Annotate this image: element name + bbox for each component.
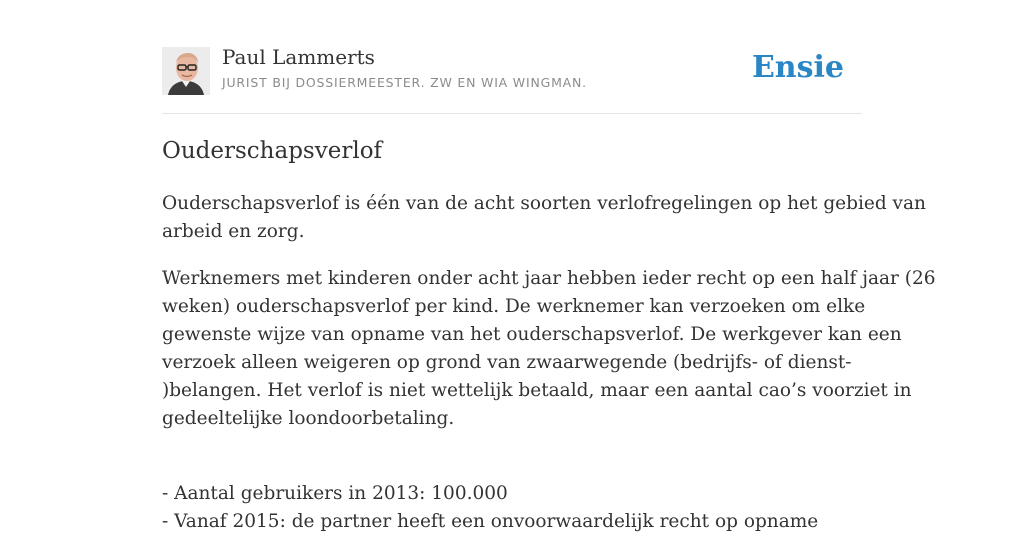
spacer: [162, 452, 862, 480]
text-line: Werknemers met kinderen onder acht jaar hebben ieder recht op een half jaar (26: [162, 268, 936, 289]
author-bio: JURIST BIJ DOSSIERMEESTER. ZW EN WIA WINGMAN.: [222, 75, 587, 90]
text-line: gedeeltelijke loondoorbetaling.: [162, 408, 455, 429]
text-line: )belangen. Het verlof is niet wettelijk betaald, maar een aantal cao’s voorziet in: [162, 380, 912, 401]
article-body: [162, 190, 936, 536]
text-line: Ouderschapsverlof is één van de acht soorten verlofregelingen op het gebied van: [162, 193, 926, 214]
brand-logo[interactable]: Ensie: [751, 50, 844, 85]
fact-list: [162, 480, 862, 536]
list-item: - Vanaf 2015: de partner heeft een onvoorwaardelijk recht op opname: [162, 511, 819, 532]
author-header: [162, 0, 862, 114]
text-line: gewenste wijze van opname van het ouderschapsverlof. De werkgever kan een: [162, 324, 902, 345]
text-line: arbeid en zorg.: [162, 221, 305, 242]
author-avatar[interactable]: [162, 47, 210, 95]
paragraph-details: [162, 265, 936, 433]
text-line: verzoek alleen weigeren op grond van zwaarwegende (bedrijfs- of dienst-: [162, 352, 852, 373]
article-title: Ouderschapsverlof: [162, 138, 383, 164]
author-name[interactable]: Paul Lammerts: [222, 45, 375, 69]
list-item: - Aantal gebruikers in 2013: 100.000: [162, 483, 508, 504]
paragraph-intro: [162, 190, 926, 246]
person-avatar-icon: [162, 47, 210, 95]
content-container: [162, 0, 936, 532]
text-line: weken) ouderschapsverlof per kind. De werknemer kan verzoeken om elke: [162, 296, 866, 317]
